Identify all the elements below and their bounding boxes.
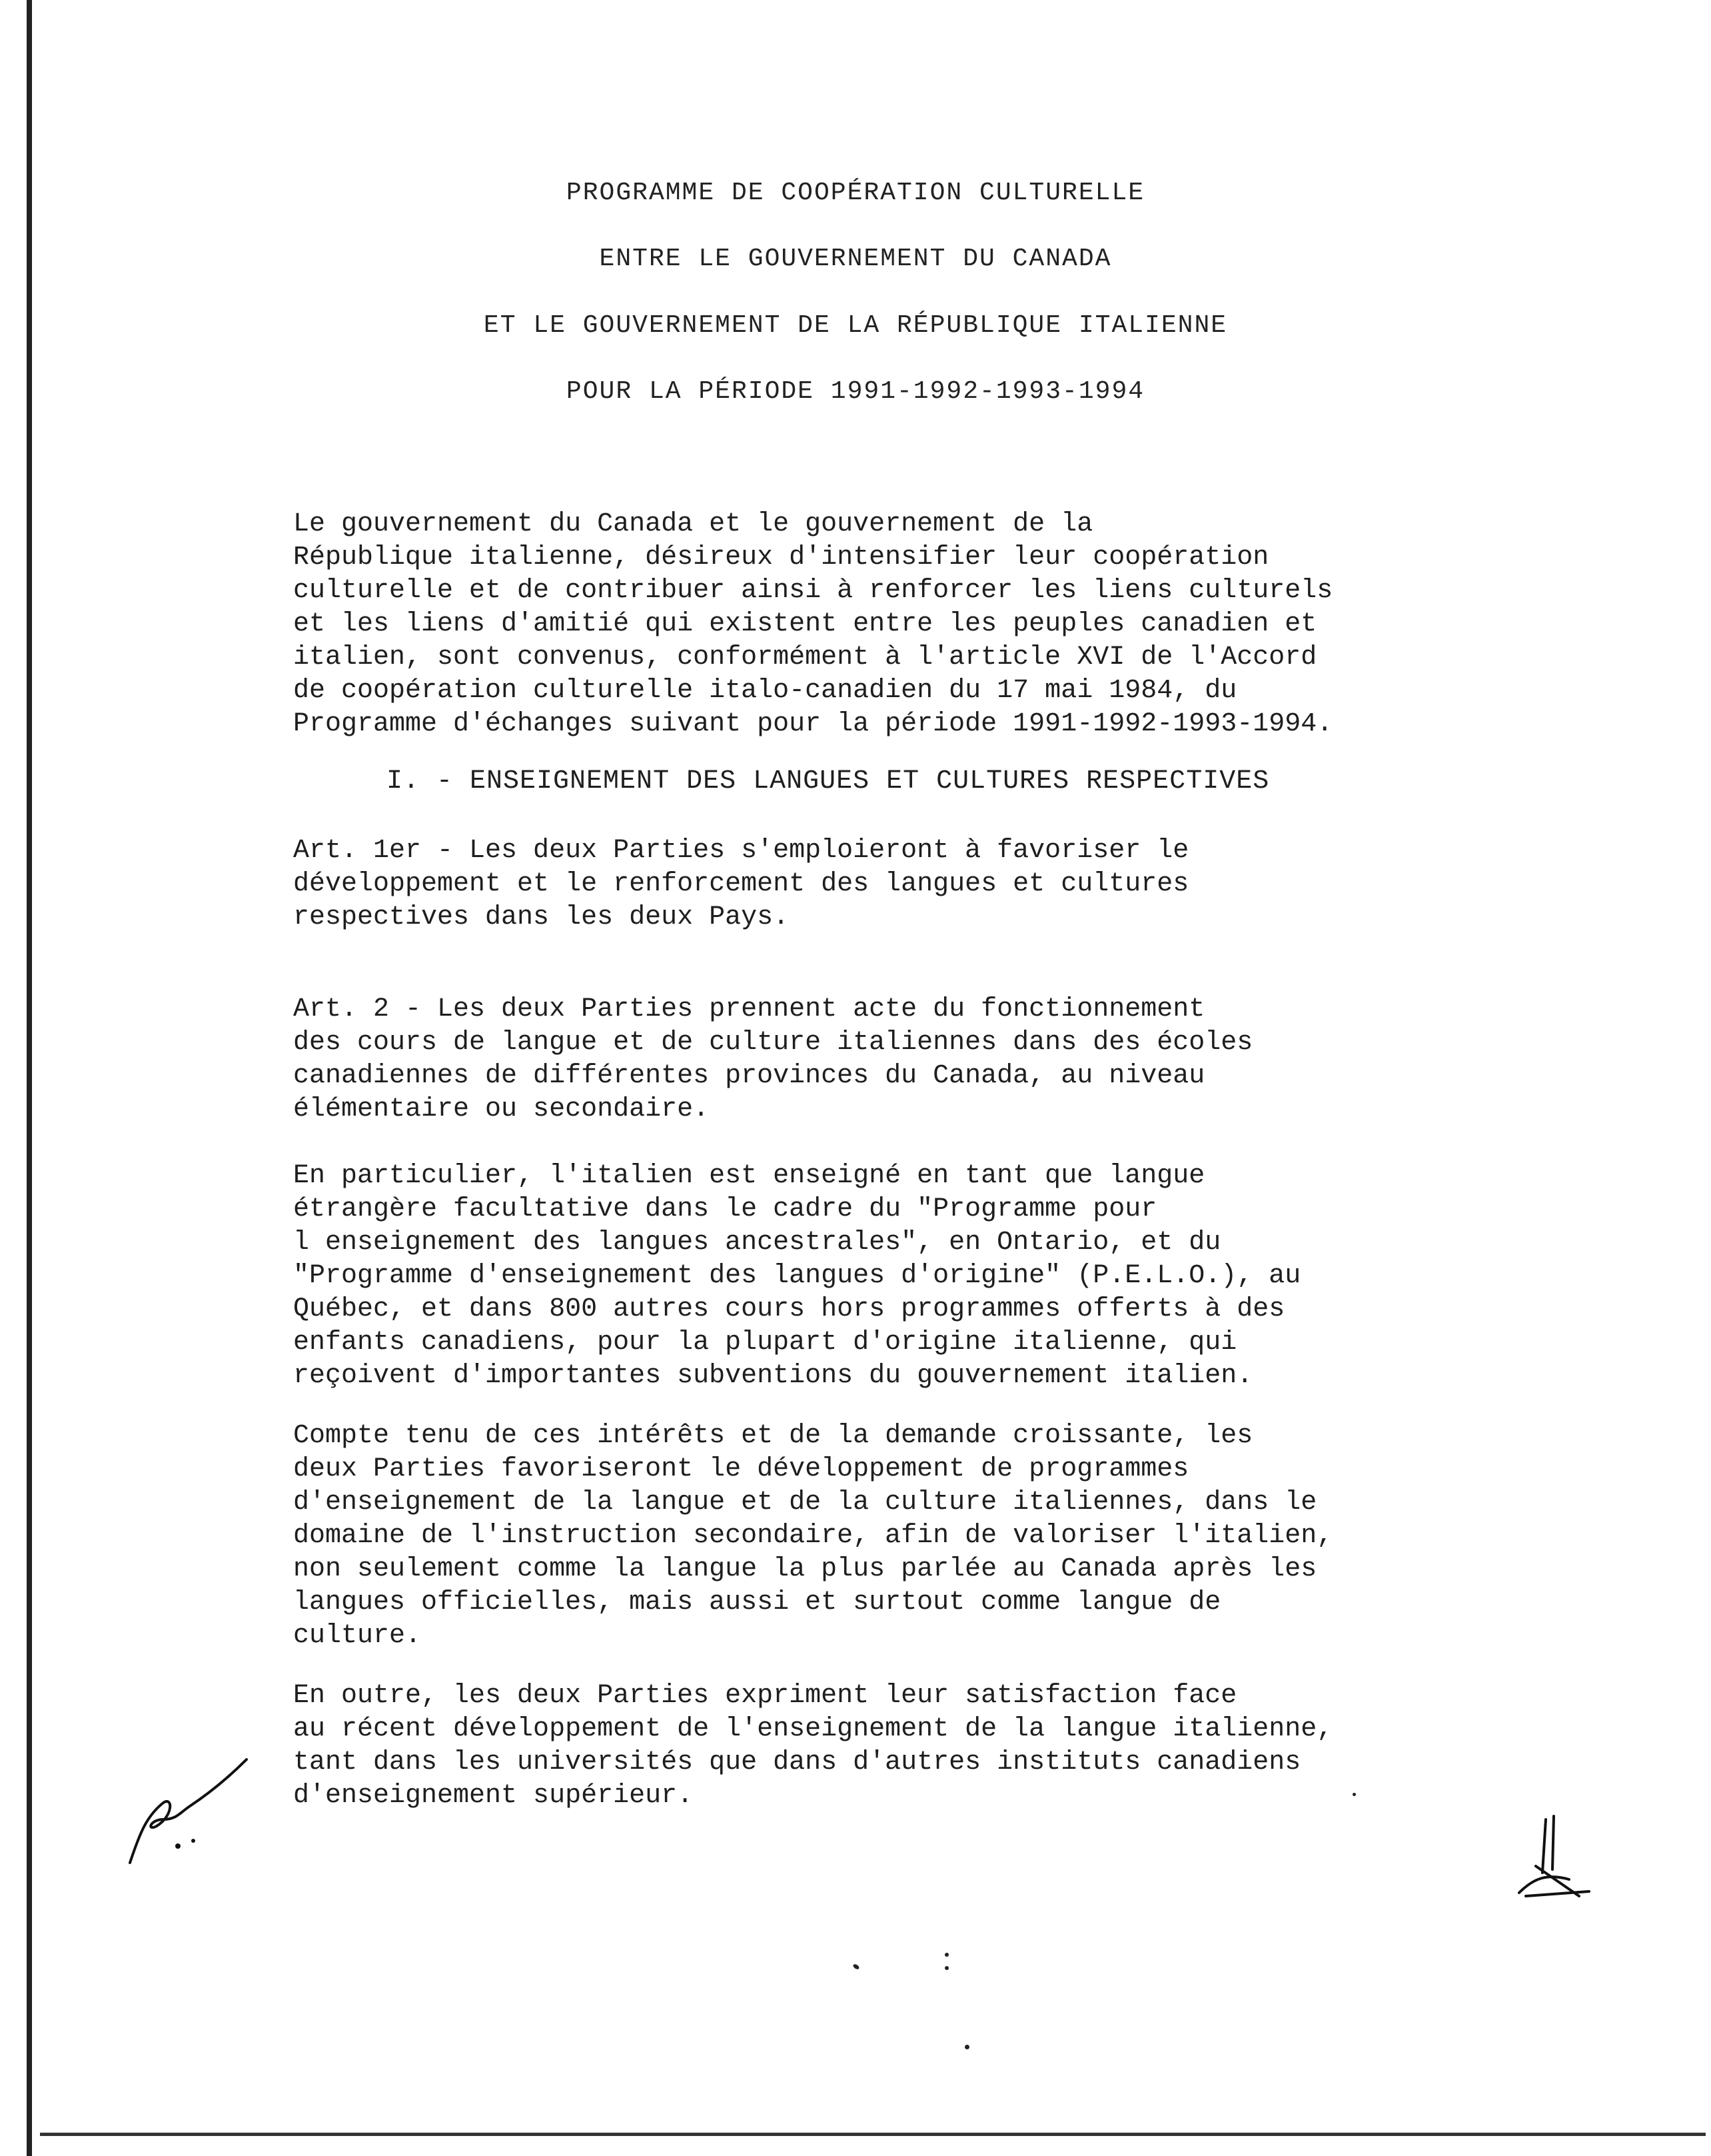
scan-speck <box>945 1953 949 1957</box>
article-2: Art. 2 - Les deux Parties prennent acte du fonctionnement des cours de langue et de culture italiennes dans des écoles canadiennes de différentes provinces du Canada, au niveau élémentaire ou secondaire. <box>293 994 1253 1124</box>
scan-speck <box>1353 1793 1356 1796</box>
title-line-4: POUR LA PÉRIODE 1991-1992-1993-1994 <box>566 377 1145 406</box>
initials-signature-right <box>1506 1813 1599 1906</box>
title-line-1: PROGRAMME DE COOPÉRATION CULTURELLE <box>566 179 1145 207</box>
article-2-paragraph-2: En particulier, l'italien est enseigné en tant que langue étrangère facultative dans le cadre du "Programme pour l enseignement des langues ancestrales", en Ontario, et du "Programme d'enseignement des langues d'origine" (P.E.L.O.), au Québec, et dans 800 autres cours hors programmes offerts à des enfants canadiens, pour la plupart d'origine italienne, qui reçoivent d'importantes subventions du gouvernement italien. <box>293 1161 1301 1391</box>
scan-speck <box>945 1966 949 1970</box>
article-2-paragraph-4: En outre, les deux Parties expriment leur satisfaction face au récent développement de l'enseignement de la langue italienne, tant dans les universités que dans d'autres instituts canadiens d'enseignement supérieur. <box>293 1681 1333 1811</box>
scan-speck <box>965 2045 969 2049</box>
article-1: Art. 1er - Les deux Parties s'emploieront à favoriser le développement et le renforcement des langues et cultures respectives dans les deux Pays. <box>293 836 1189 932</box>
article-2-paragraph-3: Compte tenu de ces intérêts et de la demande croissante, les deux Parties favoriseront le développement de programmes d'enseignement de la langue et de la culture italiennes, dans le domaine de l'instruction secondaire, afin de valoriser l'italien, non seulement comme la langue la plus parlée au Canada après les langues officielles, mais aussi et surtout comme langue de culture. <box>293 1421 1333 1651</box>
title-line-2: ENTRE LE GOUVERNEMENT DU CANADA <box>599 245 1112 273</box>
title-line-3: ET LE GOUVERNEMENT DE LA RÉPUBLIQUE ITALIENNE <box>483 311 1228 340</box>
initials-signature-left <box>117 1753 263 1873</box>
intro-paragraph: Le gouvernement du Canada et le gouvernement de la République italienne, désireux d'intensifier leur coopération culturelle et de contribuer ainsi à renforcer les liens culturels et les liens d'amitié qui existent entre les peuples canadien et italien, sont convenus, conformément à l'article XVI de l'Accord de coopération culturelle italo-canadien du 17 mai 1984, du Programme d'échanges suivant pour la période 1991-1992-1993-1994. <box>293 509 1333 739</box>
scan-border-bottom <box>40 2133 1706 2136</box>
scan-speck <box>852 1963 860 1971</box>
section-heading: I. - ENSEIGNEMENT DES LANGUES ET CULTURES RESPECTIVES <box>386 766 1270 796</box>
